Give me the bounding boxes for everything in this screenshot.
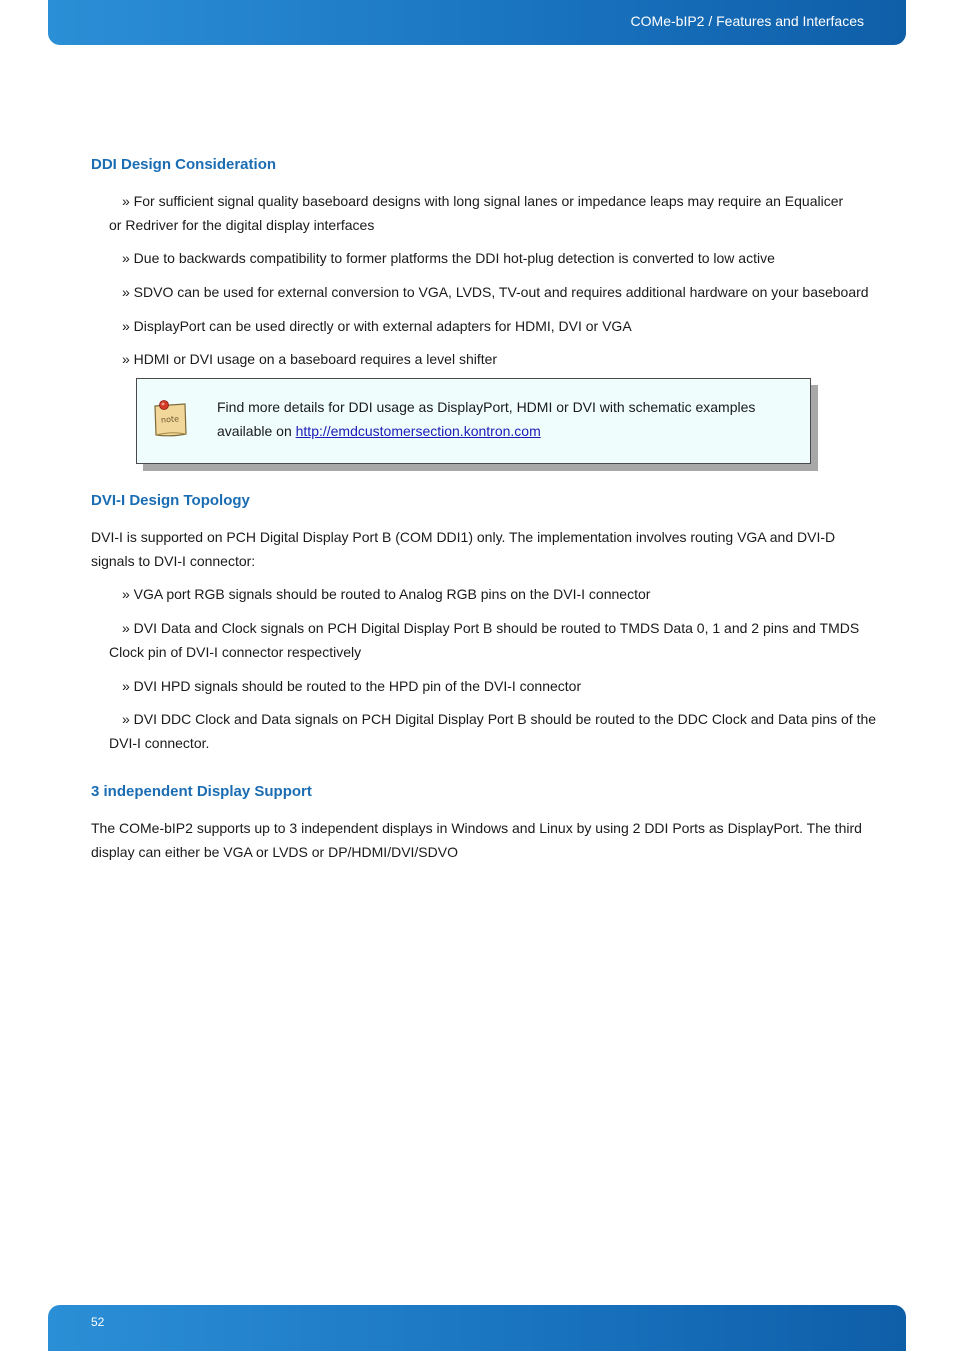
dvi-bullet-1: » VGA port RGB signals should be routed to Analog RGB pins on the DVI-I connector — [122, 586, 651, 602]
note-icon-label: note — [160, 414, 180, 425]
dvi-intro-2: signals to DVI-I connector: — [91, 553, 256, 569]
note-box — [136, 378, 811, 464]
note-icon — [152, 398, 188, 438]
ddi-bullet-1: » For sufficient signal quality baseboard designs with long signal lanes or impedance leaps may require an Equalicer — [122, 193, 844, 209]
ddi-bullet-5: » HDMI or DVI usage on a baseboard requires a level shifter — [122, 351, 498, 367]
page-header — [48, 0, 906, 45]
section-heading-display: 3 independent Display Support — [91, 783, 312, 800]
dvi-bullet-3: » DVI HPD signals should be routed to the HPD pin of the DVI-I connector — [122, 678, 582, 694]
page-number: 52 — [91, 1315, 105, 1329]
display-body-1: The COMe-bIP2 supports up to 3 independent displays in Windows and Linux by using 2 DDI Ports as DisplayPort. The third — [91, 820, 862, 836]
note-line-2 — [217, 419, 755, 443]
ddi-bullet-2: » Due to backwards compatibility to former platforms the DDI hot-plug detection is converted to low active — [122, 250, 775, 266]
note-text — [217, 395, 755, 443]
ddi-bullet-4: » DisplayPort can be used directly or with external adapters for HDMI, DVI or VGA — [122, 318, 632, 334]
customer-section-link[interactable]: http://emdcustomersection.kontron.com — [295, 423, 541, 439]
page-footer — [48, 1305, 906, 1351]
header-title: COMe-bIP2 / Features and Interfaces — [630, 13, 864, 29]
section-heading-dvi: DVI-I Design Topology — [91, 492, 250, 509]
dvi-bullet-4-cont: DVI-I connector. — [109, 735, 210, 751]
dvi-bullet-4: » DVI DDC Clock and Data signals on PCH Digital Display Port B should be routed to the DDC Clock and Data pins of the — [122, 711, 877, 727]
dvi-bullet-2: » DVI Data and Clock signals on PCH Digital Display Port B should be routed to TMDS Data 0, 1 and 2 pins and TMDS — [122, 620, 860, 636]
note-line-1: Find more details for DDI usage as DisplayPort, HDMI or DVI with schematic examples — [217, 399, 756, 415]
display-body-2: display can either be VGA or LVDS or DP/HDMI/DVI/SDVO — [91, 844, 458, 860]
note-line-2-prefix: available on — [217, 423, 296, 439]
section-heading-ddi: DDI Design Consideration — [91, 156, 277, 173]
ddi-bullet-1-cont: or Redriver for the digital display interfaces — [109, 217, 375, 233]
dvi-bullet-2-cont: Clock pin of DVI-I connector respectively — [109, 644, 362, 660]
ddi-bullet-3: » SDVO can be used for external conversion to VGA, LVDS, TV-out and requires additional hardware on your baseboard — [122, 284, 869, 300]
dvi-intro-1: DVI-I is supported on PCH Digital Display Port B (COM DDI1) only. The implementation involves routing VGA and DVI-D — [91, 529, 836, 545]
